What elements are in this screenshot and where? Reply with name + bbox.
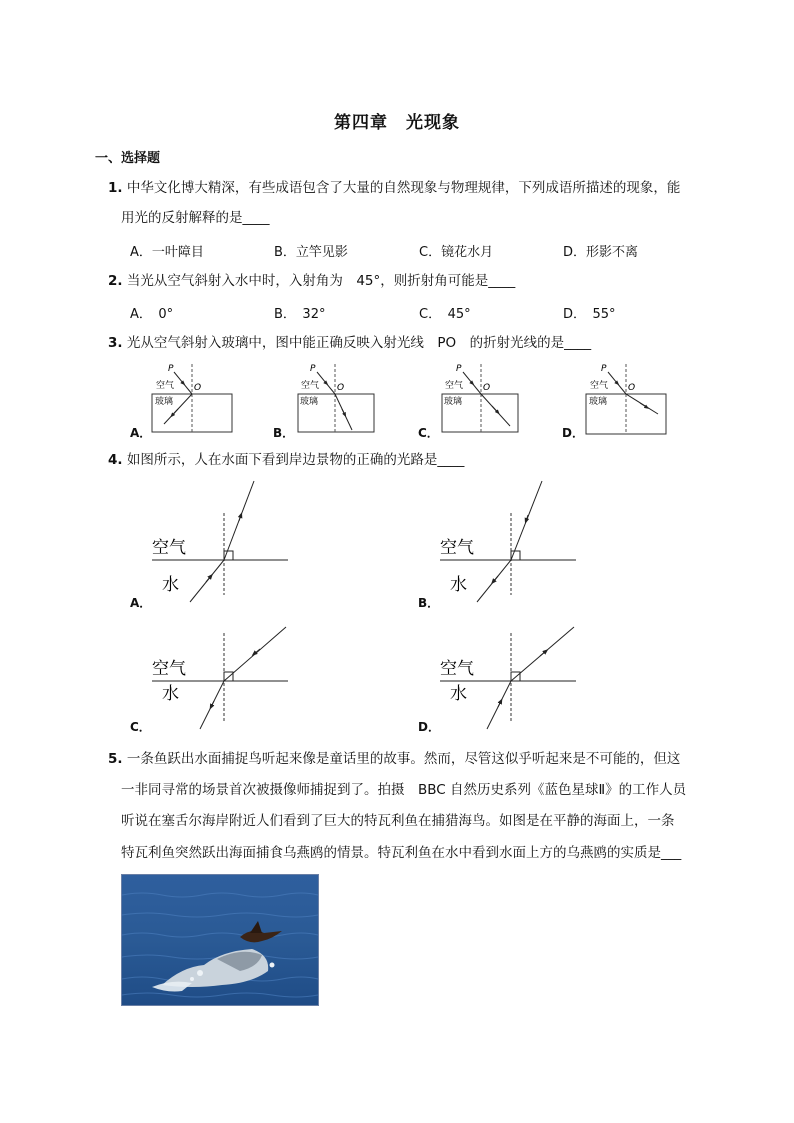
q4-line: [108, 451, 464, 469]
q4-option-d[interactable]: D．: [418, 720, 440, 734]
q3a-label-glass: 玻璃: [155, 397, 174, 407]
q5-text-line2: 一非同寻常的场景首次被摄像师捕捉到了。拍摄 BBC 自然历史系列《蓝色星球Ⅱ》的工作人员: [121, 782, 687, 798]
q4-diagram-d: [440, 627, 576, 729]
q1-option-a[interactable]: A．一叶障目: [130, 245, 204, 260]
q4-diagrams: [120, 475, 600, 735]
q1-option-b[interactable]: B．立竿见影: [274, 245, 348, 260]
q3c-label-air: 空气: [445, 381, 464, 391]
q3c-label-o: O: [483, 383, 491, 393]
q3d-label-p: P: [601, 364, 607, 374]
q4c-label-air: 空气: [152, 659, 186, 679]
q3-line: [108, 334, 591, 352]
page-title: 第四章 光现象: [334, 113, 460, 133]
q3-text: 光从空气斜射入玻璃中，图中能正确反映入射光线 PO 的折射光线的是____: [126, 335, 592, 351]
q3b-label-glass: 玻璃: [300, 397, 319, 407]
q1-text-line2: 用光的反射解释的是____: [121, 210, 270, 226]
q1-option-c[interactable]: C．镜花水月: [419, 245, 494, 260]
q3-option-d[interactable]: D．: [562, 426, 584, 440]
q4-option-a[interactable]: A．: [130, 596, 152, 610]
q5-line1: [108, 750, 680, 768]
q1-line1: [108, 179, 680, 197]
q4-diagram-c: [152, 627, 288, 729]
q2-line: [108, 272, 515, 290]
q3c-label-glass: 玻璃: [444, 397, 463, 407]
q4d-label-air: 空气: [440, 659, 474, 679]
q3-diagrams: [130, 358, 690, 442]
q1-text-line1: 中华文化博大精深，有些成语包含了大量的自然现象与物理规律，下列成语所描述的现象，能: [126, 180, 681, 196]
q3-number: 3.: [108, 335, 123, 351]
q3b-label-air: 空气: [301, 381, 320, 391]
q1-option-d[interactable]: D．形影不离: [563, 245, 639, 260]
q3a-label-o: O: [194, 383, 202, 393]
q4a-label-water: 水: [162, 575, 179, 595]
q3d-label-air: 空气: [590, 381, 609, 391]
q4-diagram-a: [152, 481, 288, 602]
q3d-label-o: O: [628, 383, 636, 393]
q5-text-line3: 听说在塞舌尔海岸附近人们看到了巨大的特瓦利鱼在捕猎海鸟。如图是在平静的海面上，一条: [121, 813, 675, 829]
q3-option-c[interactable]: C．: [418, 426, 439, 440]
q3-diagram-b: [298, 364, 374, 432]
q4a-label-air: 空气: [152, 538, 186, 558]
q4d-label-water: 水: [450, 684, 467, 704]
q4-option-b[interactable]: B．: [418, 596, 440, 610]
q3-diagram-d: [586, 364, 666, 434]
q5-number: 5.: [108, 751, 123, 767]
q3b-label-o: O: [337, 383, 345, 393]
q5-text-line4: 特瓦利鱼突然跃出海面捕食乌燕鸥的情景。特瓦利鱼在水中看到水面上方的乌燕鸥的实质是___: [121, 845, 682, 861]
q4b-label-air: 空气: [440, 538, 474, 558]
q3a-label-p: P: [168, 364, 174, 374]
q3-option-a[interactable]: A．: [130, 426, 152, 440]
q3-diagram-c: [442, 364, 518, 432]
fish-bird-photo: [121, 874, 319, 1006]
q2-option-b[interactable]: B． 32°: [274, 307, 326, 322]
q4b-label-water: 水: [450, 575, 467, 595]
q3d-label-glass: 玻璃: [589, 397, 608, 407]
q3a-label-air: 空气: [156, 381, 175, 391]
section-heading: 一、选择题: [95, 151, 161, 166]
q4-option-c[interactable]: C．: [130, 720, 151, 734]
q3c-label-p: P: [456, 364, 462, 374]
q4-text: 如图所示，人在水面下看到岸边景物的正确的光路是____: [126, 452, 465, 468]
q2-text: 当光从空气斜射入水中时，入射角为 45°，则折射角可能是____: [126, 273, 516, 289]
q2-option-c[interactable]: C． 45°: [419, 307, 471, 322]
q2-number: 2.: [108, 273, 123, 289]
q5-text-line1: 一条鱼跃出水面捕捉鸟听起来像是童话里的故事。然而，尽管这似乎听起来是不可能的，但这: [126, 751, 681, 767]
q2-option-a[interactable]: A． 0°: [130, 307, 174, 322]
q3-diagram-a: [152, 364, 232, 432]
q4c-label-water: 水: [162, 684, 179, 704]
q4-number: 4.: [108, 452, 123, 468]
q3-option-b[interactable]: B．: [273, 426, 295, 440]
q1-number: 1.: [108, 180, 123, 196]
q4-diagram-b: [440, 481, 576, 602]
q3b-label-p: P: [310, 364, 316, 374]
q2-option-d[interactable]: D． 55°: [563, 307, 616, 322]
